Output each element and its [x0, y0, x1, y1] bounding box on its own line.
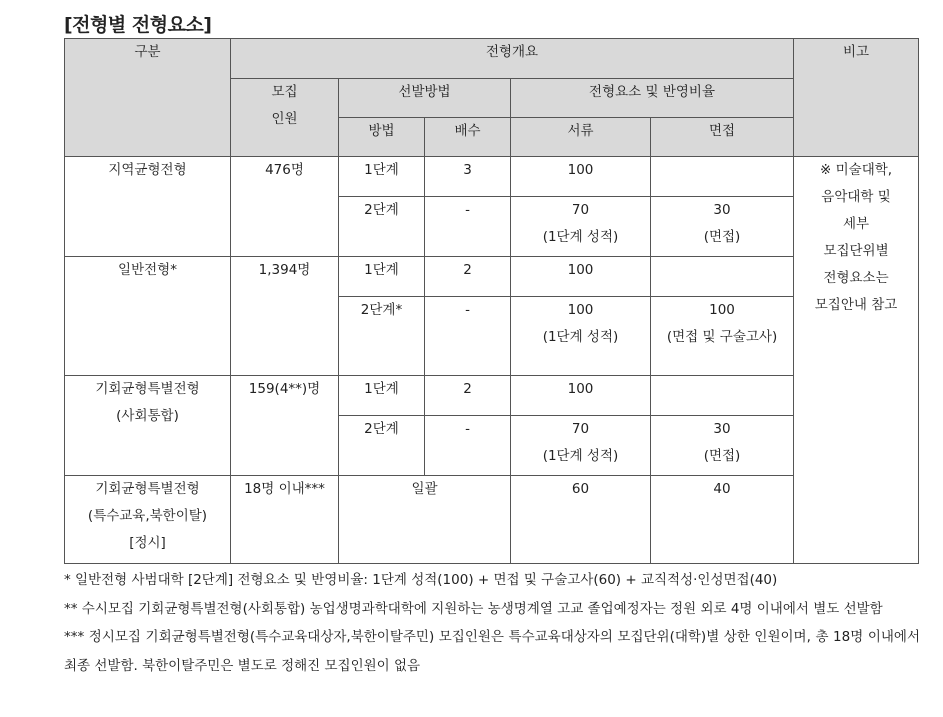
stage-method: 1단계	[339, 157, 425, 197]
header-gubun: 구분	[65, 39, 231, 157]
row-type: 지역균형전형	[65, 157, 231, 257]
header-recruit-count: 모집 인원	[231, 79, 339, 157]
stage-doc: 100 (1단계 성적)	[511, 297, 651, 376]
header-method: 방법	[339, 118, 425, 157]
stage-interview: 30 (면접)	[651, 416, 794, 476]
stage-doc: 100	[511, 376, 651, 416]
header-factors: 전형요소 및 반영비율	[511, 79, 794, 118]
stage-method: 일괄	[339, 476, 511, 564]
stage-doc: 100	[511, 257, 651, 297]
stage-doc: 70 (1단계 성적)	[511, 197, 651, 257]
stage-method: 2단계	[339, 197, 425, 257]
stage-multiple: -	[425, 297, 511, 376]
header-bigo: 비고	[794, 39, 919, 157]
page-title: [전형별 전형요소]	[64, 14, 212, 36]
stage-method: 1단계	[339, 376, 425, 416]
stage-doc: 60	[511, 476, 651, 564]
remark-cell: ※ 미술대학, 음악대학 및 세부 모집단위별 전형요소는 모집안내 참고	[794, 157, 919, 564]
row-type: 기회균형특별전형 (특수교육,북한이탈) [정시]	[65, 476, 231, 564]
row-count: 159(4**)명	[231, 376, 339, 476]
stage-interview	[651, 257, 794, 297]
row-count: 1,394명	[231, 257, 339, 376]
row-count: 18명 이내***	[231, 476, 339, 564]
row-count: 476명	[231, 157, 339, 257]
header-documents: 서류	[511, 118, 651, 157]
stage-method: 2단계*	[339, 297, 425, 376]
header-selection-method: 선발방법	[339, 79, 511, 118]
header-interview: 면접	[651, 118, 794, 157]
stage-interview: 40	[651, 476, 794, 564]
stage-doc: 100	[511, 157, 651, 197]
stage-doc: 70 (1단계 성적)	[511, 416, 651, 476]
stage-interview	[651, 376, 794, 416]
footnotes	[64, 566, 920, 680]
header-overview: 전형개요	[231, 39, 794, 79]
stage-interview: 100 (면접 및 구술고사)	[651, 297, 794, 376]
footnote: *** 정시모집 기회균형특별전형(특수교육대상자,북한이탈주민) 모집인원은 특수교육대상자의 모집단위(대학)별 상한 인원이며, 총 18명 이내에서 최종 선발함. 북한이탈주민은 별도로 정해진 모집인원이 없음	[64, 629, 920, 674]
row-type: 기회균형특별전형 (사회통합)	[65, 376, 231, 476]
footnote: ** 수시모집 기회균형특별전형(사회통합) 농업생명과학대학에 지원하는 농생명계열 고교 졸업예정자는 정원 외로 4명 이내에서 별도 선발함	[64, 600, 883, 617]
header-multiple: 배수	[425, 118, 511, 157]
stage-multiple: -	[425, 416, 511, 476]
footnote: * 일반전형 사범대학 [2단계] 전형요소 및 반영비율: 1단계 성적(100) + 면접 및 구술고사(60) + 교직적성·인성면접(40)	[64, 572, 778, 588]
stage-method: 2단계	[339, 416, 425, 476]
selection-factors-table	[64, 38, 919, 564]
stage-interview	[651, 157, 794, 197]
stage-multiple: 2	[425, 376, 511, 416]
stage-method: 1단계	[339, 257, 425, 297]
row-type: 일반전형*	[65, 257, 231, 376]
stage-multiple: -	[425, 197, 511, 257]
stage-interview: 30 (면접)	[651, 197, 794, 257]
stage-multiple: 3	[425, 157, 511, 197]
stage-multiple: 2	[425, 257, 511, 297]
